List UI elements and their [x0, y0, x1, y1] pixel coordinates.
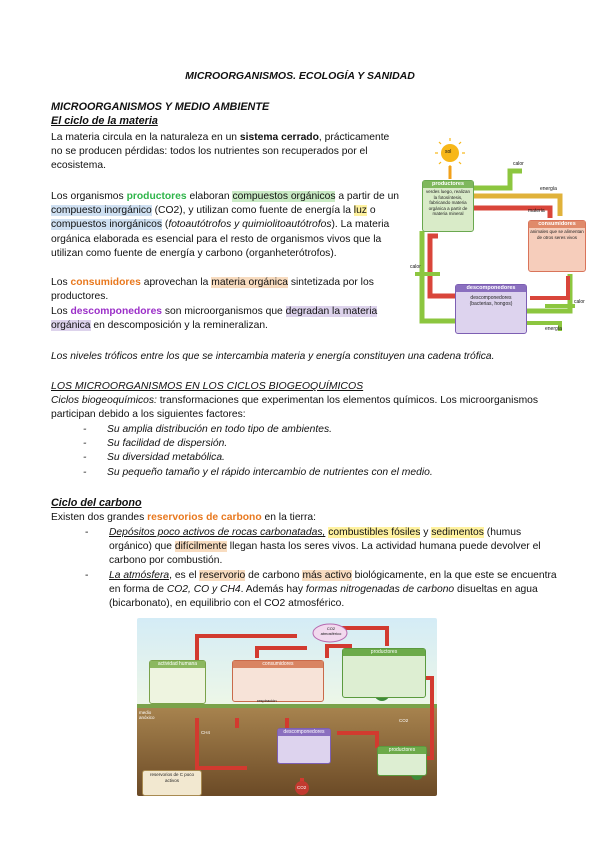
label-co2-bottom: CO2: [297, 785, 307, 790]
page-title: MICROORGANISMOS. ECOLOGÍA Y SANIDAD: [185, 70, 415, 82]
label-medio-anoxico: medio anóxico: [139, 710, 155, 720]
box-descomponedores-c-title: descomponedores: [278, 729, 330, 736]
box-productores-desc: verdes luego, realizan la fotosíntesis, fabricando materia orgánica a partir de materia mineral: [425, 189, 471, 216]
list-item-atmosfera: [109, 569, 564, 612]
text-compuestos-inorganicos: compuestos inorgánicos: [51, 219, 163, 231]
text: o: [366, 205, 376, 217]
box-descomponedores-c: [277, 728, 331, 764]
text: Los: [51, 277, 71, 288]
paragraph-niveles-troficos: Los niveles tróficos entre los que se intercambia materia y energía constituyen una cadena trófica.: [51, 351, 495, 362]
text-combustibles-fosiles: combustibles fósiles: [328, 527, 421, 538]
box-actividad-humana-title: actividad humana: [150, 661, 205, 668]
text: . Además hay: [240, 583, 306, 595]
text: de carbono: [245, 569, 303, 581]
text: , es el: [169, 569, 200, 581]
text: ). La materia orgánica elaborada es esencial para el resto de organismos vivos que la utilizan como fuente de energía y carbono (organheterótrofos).: [51, 219, 390, 259]
subheading-ciclo-carbono: Ciclo del carbono: [51, 497, 142, 509]
label-calor-left: calor: [410, 264, 421, 270]
box-productores-title: productores: [423, 181, 473, 188]
text-depositos: Depósitos poco activos de rocas carbonatadas,: [109, 527, 326, 538]
text: llegan hasta los seres vivos. La actividad humana puede devolver el carbono por combustión.: [109, 541, 541, 567]
text: en la tierra:: [261, 512, 316, 523]
text-compuesto-inorganico: compuesto inorgánico: [51, 205, 152, 217]
paragraph-descomponedores: [51, 305, 406, 333]
arrow-calor-top: [468, 171, 522, 188]
text: Los: [51, 306, 71, 317]
text: elaboran: [186, 191, 233, 202]
list-item: - Su facilidad de dispersión.: [107, 437, 557, 451]
text-atmosfera: La atmósfera: [109, 569, 170, 581]
text: y: [420, 527, 432, 538]
section-heading-medio-ambiente: MICROORGANISMOS Y MEDIO AMBIENTE: [51, 101, 270, 113]
list-reservorios: [109, 526, 564, 611]
label-respiracion: respiración: [257, 698, 277, 703]
box-descomponedores-desc: descomponedores (bacterias, hongos): [469, 295, 513, 307]
text: (: [162, 219, 169, 231]
text-mas-activo: más activo: [302, 569, 352, 581]
text-sistema-cerrado: sistema cerrado: [239, 132, 319, 143]
list-factores: [107, 423, 557, 480]
label-energia: energía: [540, 186, 557, 192]
label-co2-ocean: CO2: [399, 718, 409, 723]
list-item: - Su pequeño tamaño y el rápido intercambio de nutrientes con el medio.: [107, 466, 557, 480]
text-co2-co-ch4: CO2, CO y CH4: [166, 583, 241, 595]
label-calor-top: calor: [513, 161, 524, 167]
text-formas-nitrogenadas: formas nitrogenadas de carbono: [305, 583, 455, 595]
box-descomponedores-title: descomponedores: [456, 285, 526, 292]
subheading-ciclo-materia: El ciclo de la materia: [51, 115, 158, 127]
box-consumidores-desc: animales que se alimentan de otros seres vivos: [530, 229, 584, 240]
box-productores-c-title: productores: [343, 649, 425, 656]
text: La materia circula en la naturaleza en un: [51, 132, 240, 143]
text-productores: productores: [126, 191, 187, 202]
text: son microorganismos que: [162, 306, 286, 317]
paragraph-reservorios: [51, 511, 551, 525]
text: Existen dos grandes: [51, 512, 148, 523]
label-energia-bottom: energía: [545, 326, 562, 332]
text: sintetizada por los productores.: [51, 277, 374, 303]
box-consumidores-title: consumidores: [529, 221, 585, 228]
text-compuestos-organicos: compuestos orgánicos: [232, 191, 336, 202]
diagram-ciclo-carbono: [137, 618, 437, 796]
text: aprovechan la: [140, 277, 212, 288]
text-descomponedores: descomponedores: [70, 306, 163, 317]
box-productores: [422, 180, 474, 232]
box-productores-bottom-title: productores: [378, 747, 426, 754]
arrow-right-materia: [530, 276, 568, 298]
paragraph-sistema-cerrado: [51, 131, 391, 174]
text-reservorios-carbono: reservorios de carbono: [147, 512, 262, 523]
text: en descomposición y la remineralizan.: [90, 320, 268, 332]
text: (humus orgánico) que: [109, 527, 522, 553]
ground-line: [137, 704, 437, 708]
box-productores-c: [342, 648, 426, 698]
text-materia-organica: materia orgánica: [211, 277, 288, 288]
text: (CO2), y utilizan como fuente de energía la: [151, 205, 354, 217]
paragraph-ciclos-biogeoquimicos: [51, 394, 556, 422]
text: transformaciones que experimentan los elementos químicos. Los microorganismos participan debido a los siguientes factores:: [51, 395, 539, 421]
text-consumidores: consumidores: [70, 277, 141, 288]
paragraph-consumidores: [51, 276, 406, 304]
text: , prácticamente no se producen pérdidas: todos los nutrientes son recuperados por el ecosistema.: [51, 132, 390, 172]
box-actividad-humana: [149, 660, 206, 704]
text: disueltas en agua (bicarbonato), en equilibrio con el CO2 atmosférico.: [109, 583, 538, 610]
text-sedimentos: sedimentos: [431, 527, 484, 538]
label-calor-right: calor: [574, 299, 585, 305]
text-ciclos-label: Ciclos biogeoquímicos:: [51, 395, 157, 406]
arrow-left-up: [430, 236, 455, 296]
text-degradan: degradan la materia orgánica: [51, 306, 378, 332]
box-reservorios: [142, 770, 202, 796]
text: biológicamente, en la que este se encuentra en forma de: [109, 569, 557, 595]
sun-label: sol: [445, 149, 452, 155]
box-consumidores-c: [232, 660, 324, 702]
list-item: - Su diversidad metabólica.: [107, 451, 557, 465]
list-item-depositos: [109, 526, 564, 569]
label-materia: materia: [528, 208, 545, 214]
paragraph-productores: [51, 190, 406, 261]
text-fotoautotrofos: fotoautótrofos y quimiolitoautótrofos: [168, 219, 332, 231]
box-reservorios-title: reservorios de C poco activos: [149, 772, 195, 783]
text-dificilmente: difícilmente: [174, 541, 227, 553]
box-consumidores-c-title: consumidores: [233, 661, 323, 668]
text-luz: luz: [353, 205, 367, 217]
text-reservorio: reservorio: [199, 569, 246, 581]
box-descomponedores: [455, 284, 527, 334]
list-item: - Su amplia distribución en todo tipo de ambientes.: [107, 423, 557, 437]
text: a partir de un: [335, 191, 400, 202]
section-heading-ciclos: LOS MICROORGANISMOS EN LOS CICLOS BIOGEOQUÍMICOS: [51, 380, 364, 392]
text: Los organismos: [51, 191, 127, 202]
box-productores-bottom: [377, 746, 427, 776]
diagram-ciclo-materia: [410, 136, 588, 342]
label-co2-atmosferico: CO2 atmosférico: [320, 626, 342, 636]
box-consumidores: [528, 220, 586, 272]
label-ch4: CH4: [201, 730, 211, 735]
